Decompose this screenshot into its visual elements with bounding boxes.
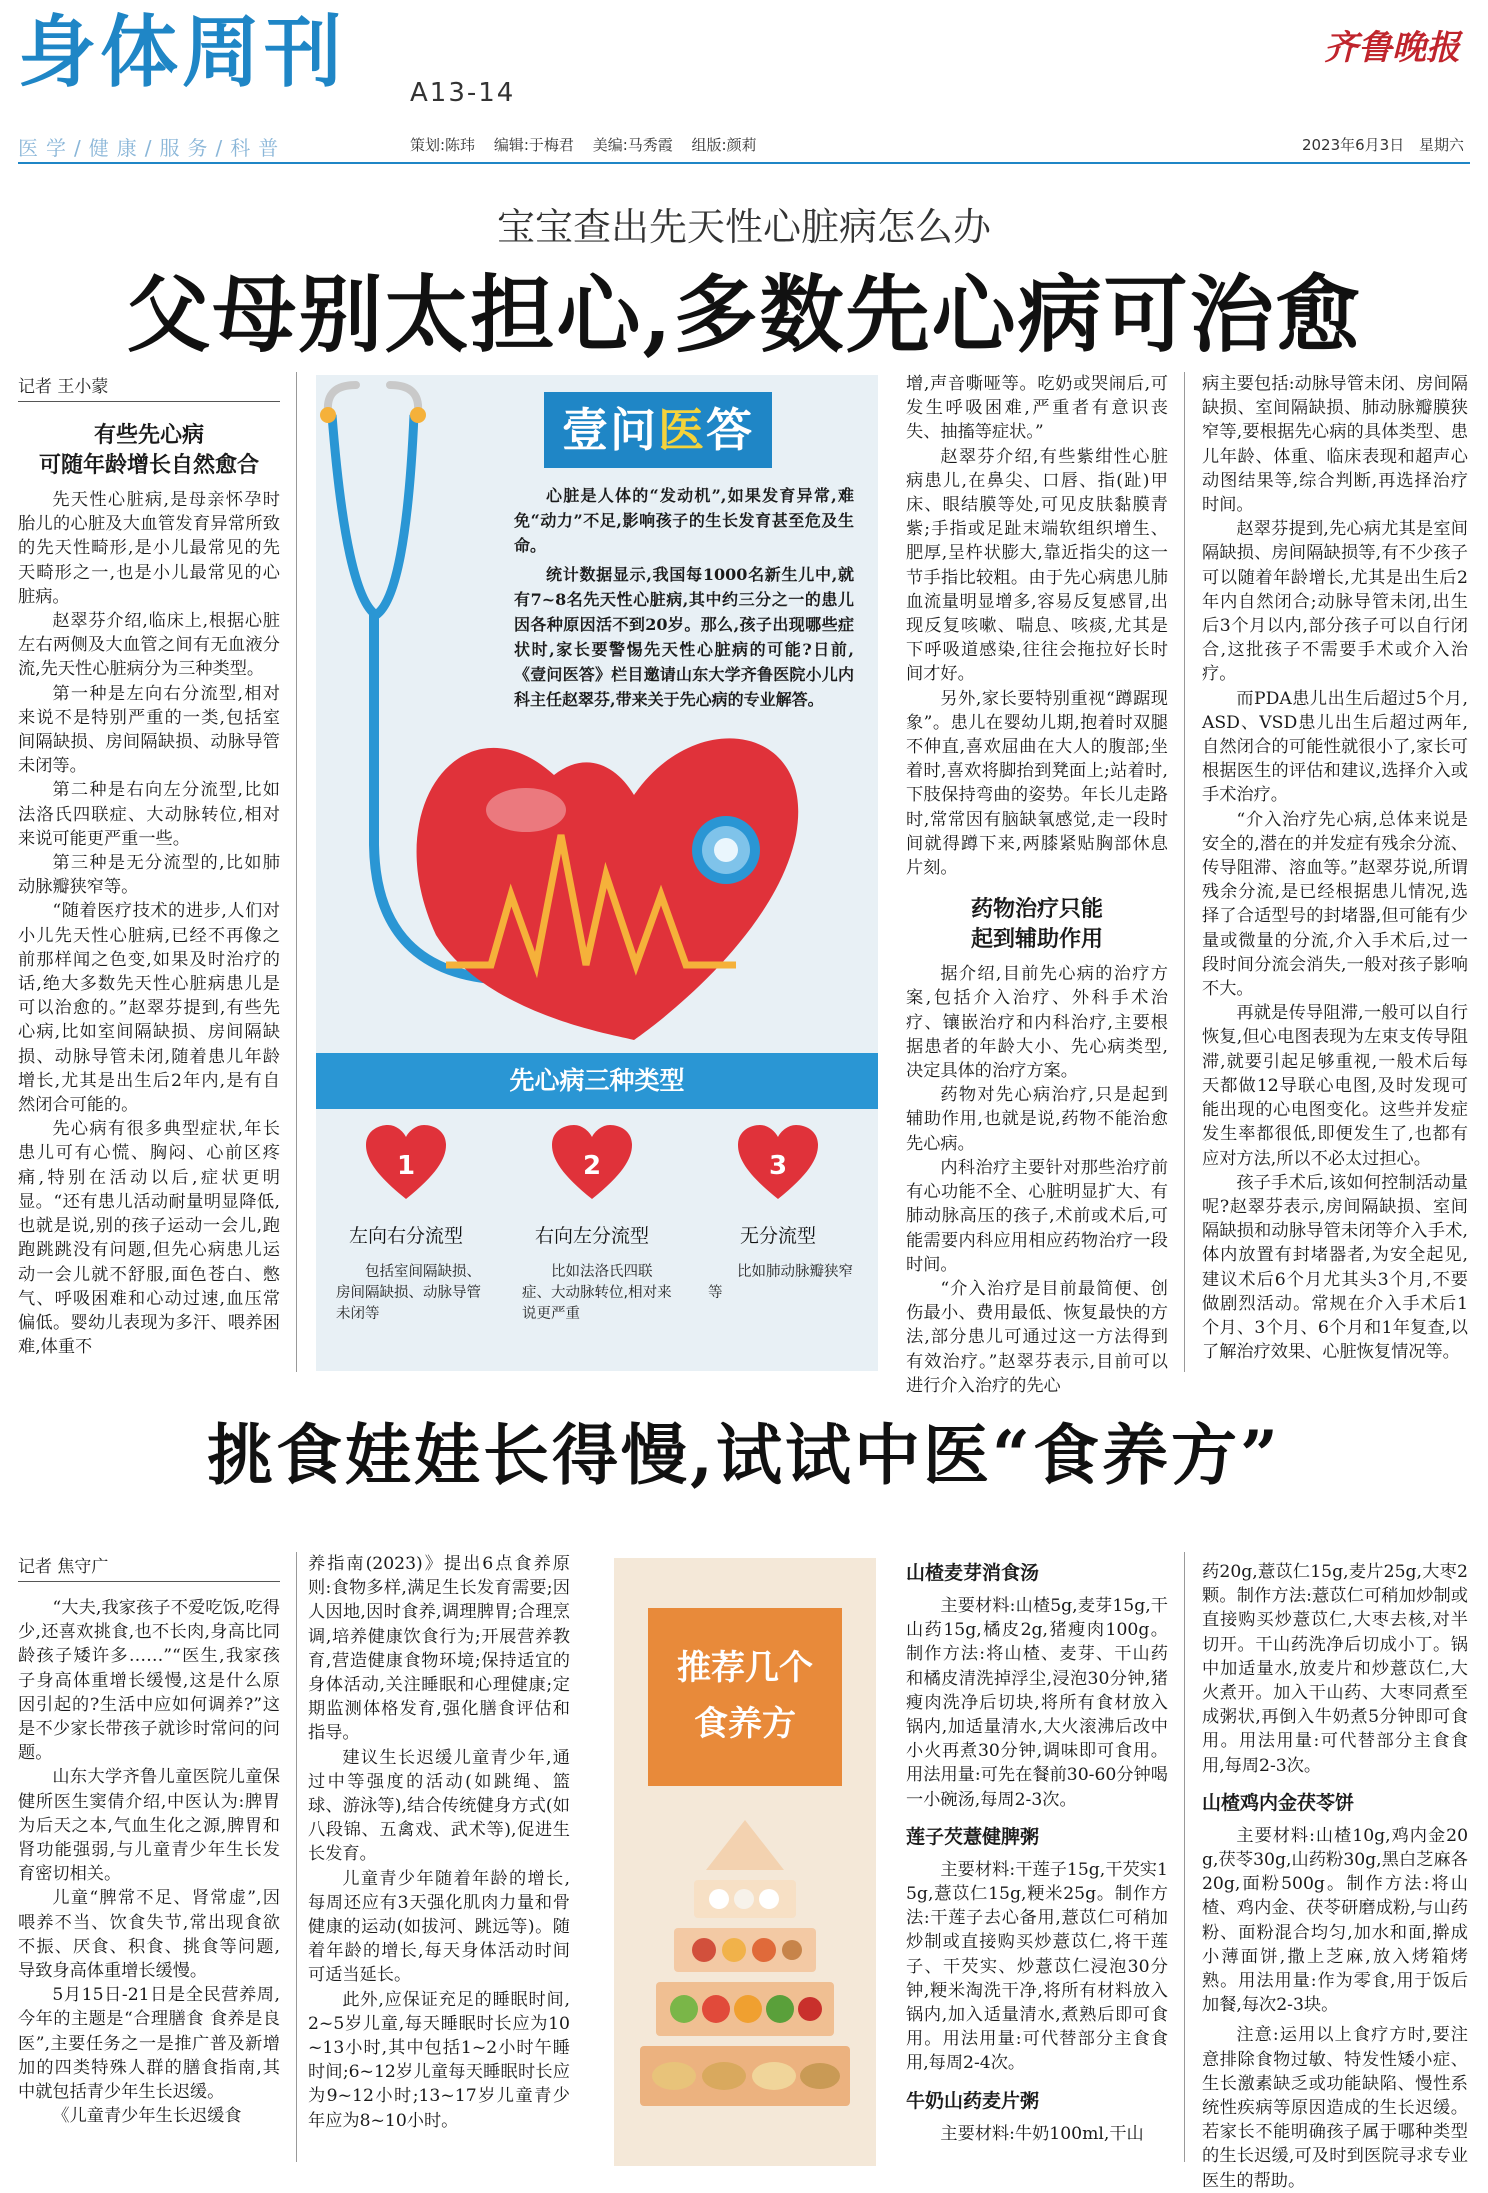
paragraph: 第二种是右向左分流型,比如法洛氏四联症、大动脉转位,相对来说可能更严重一些。 — [18, 780, 280, 849]
section-title: 身体周刊 — [18, 8, 347, 98]
column-divider — [1184, 372, 1185, 1372]
article2-byline: 记者 焦守广 — [18, 1552, 280, 1582]
page-number: A13-14 — [410, 78, 516, 108]
type-card-2 — [502, 1125, 682, 1325]
article2-headline: 挑食娃娃长得慢,试试中医“食养方” — [207, 1416, 1281, 1494]
article2-column-2 — [308, 1552, 570, 2133]
paragraph: 另外,家长要特别重视“蹲踞现象”。患儿在婴幼儿期,抱着时双腿不伸直,喜欢屈曲在大人的腹部;坐着时,喜欢将脚抬到凳面上;站着时,下肢保持弯曲的姿势。年长儿走路时,常常因有脑缺氧感觉,走一段时间就得蹲下来,两膝紧贴胸部休息片刻。 — [906, 688, 1168, 879]
recipe-body: 主要材料:干莲子15g,干芡实15g,薏苡仁15g,粳米25g。制作方法:干莲子去心备用,薏苡仁可稍加炒制或直接购买炒薏苡仁,将干莲子、干芡实、炒薏苡仁浸泡30分钟,粳米淘洗干净,将所有材料放入锅内,加入适量清水,煮熟后即可食用。用法用量:可代替部分主食食用,每周2-4次。 — [906, 1859, 1168, 2074]
paragraph: “大夫,我家孩子不爱吃饭,吃得少,还喜欢挑食,也不长肉,身高比同龄孩子矮许多……”“医生,我家孩子身高体重增长缓慢,这是什么原因引起的?生活中应如何调养?”这是不少家长带孩子就诊时常问的问题。 — [18, 1598, 280, 1764]
column-divider — [296, 372, 297, 1372]
recipe-title: 山楂鸡内金茯苓饼 — [1202, 1791, 1355, 1814]
infographic-intro — [514, 483, 854, 716]
logo-text-suffix: 答 — [706, 403, 754, 457]
recipe-column-2 — [1202, 1560, 1468, 2193]
paragraph: “介入治疗是目前最简便、创伤最小、费用最低、恢复最快的方法,部分患儿可通过这一方法得到有效治疗。”赵翠芬表示,目前可以进行介入治疗的先心 — [906, 1278, 1168, 1396]
article1-headline: 父母别太担心,多数先心病可治愈 — [126, 265, 1362, 364]
article1-subtitle: 宝宝查出先天性心脏病怎么办 — [496, 205, 991, 249]
paragraph: 增,声音嘶哑等。吃奶或哭闹后,可发生呼吸困难,严重者有意识丧失、抽搐等症状。” — [906, 374, 1168, 443]
recipe-title: 莲子芡薏健脾粥 — [906, 1825, 1040, 1848]
paragraph: 而PDA患儿出生后超过5个月,ASD、VSD患儿出生后超过两年,自然闭合的可能性就很小了,家长可根据医生的评估和建议,选择介入或手术治疗。 — [1202, 688, 1468, 806]
type-name: 无分流型 — [739, 1225, 816, 1247]
paragraph: 儿童青少年随着年龄的增长,每周还应有3天强化肌肉力量和骨健康的运动(如拔河、跳远等)。随着年龄的增长,每天身体活动时间可适当延长。 — [308, 1868, 570, 1986]
date-text: 2023年6月3日 — [1301, 136, 1405, 154]
paragraph: 养指南(2023)》提出6点食养原则:食物多样,满足生长发育需要;因人因地,因时食养,调理脾胃;合理烹调,培养健康饮食行为;开展营养教育,营造健康食物环境;保持适宜的身体活动,关注睡眠和心理健康;定期监测体格发育,强化膳食评估和指导。 — [308, 1554, 570, 1744]
intro-paragraph: 统计数据显示,我国每1000名新生儿中,就有7~8名先天性心脏病,其中约三分之一的患儿因各种原因活不到20岁。那么,孩子出现哪些症状时,家长要警惕先天性心脏病的可能?日前,《壹问医答》栏目邀请山东大学齐鲁医院小儿内科主任赵翠芬,带来关于先心病的专业解答。 — [514, 565, 854, 709]
credit-planner: 策划:陈玮 — [410, 136, 476, 154]
type-number: 1 — [396, 1151, 416, 1181]
type-number: 3 — [768, 1151, 788, 1181]
paragraph: 第一种是左向右分流型,相对来说不是特别严重的一类,包括室间隔缺损、房间隔缺损、动脉导管未闭等。 — [18, 683, 280, 777]
paragraph: 据介绍,目前先心病的治疗方案,包括介入治疗、外科手术治疗、镶嵌治疗和内科治疗,主要根据患者的年龄大小、先心病类型,决定具体的治疗方案。 — [906, 964, 1168, 1082]
credit-art-editor: 美编:马秀霞 — [592, 136, 673, 154]
credit-editor: 编辑:于梅君 — [493, 136, 574, 154]
paragraph: 孩子手术后,该如何控制活动量呢?赵翠芬表示,房间隔缺损、室间隔缺损和动脉导管未闭等介入手术,体内放置有封堵器者,为安全起见,建议术后6个月尤其头3个月,不要做剧烈活动。常规在介入手术后1个月、3个月、6个月和1年复查,以了解治疗效果、心脏恢复情况等。 — [1202, 1172, 1468, 1363]
column-divider — [1184, 1552, 1185, 2162]
paragraph: 赵翠芬介绍,临床上,根据心脏左右两侧及大血管之间有无血液分流,先天性心脏病分为三种类型。 — [18, 611, 280, 680]
paragraph: “随着医疗技术的进步,人们对小儿先天性心脏病,已经不再像之前那样闻之色变,如果及时治疗的话,绝大多数先天性心脏病患儿是可以治愈的。”赵翠芬提到,有些先心病,比如室间隔缺损、房间隔缺损、动脉导管未闭,随着患儿年龄增长,尤其是出生后2年内,是有自然闭合可能的。 — [18, 901, 280, 1116]
article1-column-1 — [18, 372, 280, 1359]
editorial-credits — [410, 134, 771, 155]
header-divider — [18, 162, 1470, 164]
recipe-body: 主要材料:山楂5g,麦芽15g,干山药15g,橘皮2g,猪瘦肉100g。制作方法:将山楂、麦芽、干山药和橘皮清洗掉浮尘,浸泡30分钟,猪瘦肉洗净后切块,将所有食材放入锅内,加适量清水,大火滚沸后改中小火再煮30分钟,调味即可食用。用法用量:可先在餐前30-60分钟喝一小碗汤,每周2-3次。 — [906, 1596, 1168, 1810]
type-description: 比如法洛氏四联症、大动脉转位,相对来说更严重 — [522, 1264, 672, 1322]
logo-text-highlight: 医 — [658, 403, 706, 457]
recipe-title: 山楂麦芽消食汤 — [906, 1562, 1040, 1584]
logo-text-prefix: 壹问 — [562, 403, 658, 457]
types-banner: 先心病三种类型 — [316, 1053, 878, 1109]
paragraph: 先心病有很多典型症状,年长患儿可有心慌、胸闷、心前区疼痛,特别在活动以后,症状更明显。“还有患儿活动耐量明显降低,也就是说,别的孩子运动一会儿,跑跑跳跳没有问题,但先心病患儿运动一会儿就不舒服,面色苍白、憋气、呼吸困难和心动过速,血压常偏低。婴幼儿表现为多汗、喂养困难,体重不 — [18, 1119, 280, 1358]
column-logo — [544, 392, 772, 468]
paragraph: 赵翠芬提到,先心病尤其是室间隔缺损、房间隔缺损等,有不少孩子可以随着年龄增长,尤其是出生后2年内自然闭合;动脉导管未闭,出生后3个月以内,部分孩子可以自行闭合,这批孩子不需要手术或介入治疗。 — [1202, 519, 1468, 685]
paragraph: 再就是传导阻滞,一般可以自行恢复,但心电图表现为左束支传导阻滞,就要引起足够重视,一般术后每天都做12导联心电图,及时发现可能出现的心电图变化。这些并发症发生率都很低,即便发生了,也都有应对方法,所以不必太过担心。 — [1202, 1003, 1468, 1169]
article2-col1-body — [18, 1596, 280, 2128]
paragraph: 《儿童青少年生长迟缓食 — [52, 2106, 242, 2127]
article1-section-heading-2: 药物治疗只能 起到辅助作用 — [970, 896, 1103, 953]
food-pyramid-illustration — [634, 1810, 856, 2150]
type-name: 右向左分流型 — [534, 1225, 649, 1247]
type-card-1 — [316, 1125, 496, 1325]
issue-date — [1292, 134, 1464, 155]
paragraph: 第三种是无分流型的,比如肺动脉瓣狭窄等。 — [18, 853, 280, 898]
recipe-note: 注意:运用以上食疗方时,要注意排除食物过敏、特发性矮小症、生长激素缺乏或功能缺陷、慢性系统性疾病等原因造成的生长迟缓。若家长不能明确孩子属于哪种类型的生长迟缓,可及时到医院寻求专业医生的帮助。 — [1202, 2025, 1468, 2191]
type-number: 2 — [582, 1151, 602, 1181]
paragraph: 山东大学齐鲁儿童医院儿童保健所医生窦倩介绍,中医认为:脾胃为后天之本,气血生化之源,脾胃和肾功能强弱,与儿童青少年生长发育密切相关。 — [18, 1767, 280, 1885]
article1-section-heading-1: 有些先心病 可随年龄增长自然愈合 — [38, 422, 259, 478]
section-tagline: 医学/健康/服务/科普 — [18, 136, 287, 160]
recipe-body: 药20g,薏苡仁15g,麦片25g,大枣2颗。制作方法:薏苡仁可稍加炒制或直接购买炒薏苡仁,大枣去核,对半切开。干山药洗净后切成小丁。锅中加适量水,放麦片和炒薏苡仁,大火煮开。加入干山药、大枣同煮至成粥状,再倒入牛奶煮5分钟即可食用。用法用量:可代替部分主食食用,每周2-3次。 — [1202, 1562, 1468, 1776]
newspaper-logo: 齐鲁晚报 — [1324, 28, 1460, 68]
intro-paragraph: 心脏是人体的“发动机”,如果发育异常,难免“动力”不足,影响孩子的生长发育甚至危及生命。 — [514, 486, 854, 555]
paragraph: 5月15日-21日是全民营养周,今年的主题是“合理膳食 食养是良医”,主要任务之一是推广普及新增加的四类特殊人群的膳食指南,其中就包括青少年生长迟缓。 — [18, 1985, 280, 2103]
paragraph: 建议生长迟缓儿童青少年,通过中等强度的活动(如跳绳、篮球、游泳等),结合传统健身方式(如八段锦、五禽戏、武术等),促进生长发育。 — [308, 1747, 570, 1865]
credit-layout: 组版:颜莉 — [691, 136, 757, 154]
type-name: 左向右分流型 — [348, 1225, 463, 1247]
column-divider — [296, 1552, 297, 2162]
recipe-column-1 — [906, 1560, 1168, 2146]
paragraph: 药物对先心病治疗,只是起到辅助作用,也就是说,药物不能治愈先心病。 — [906, 1085, 1168, 1154]
recipe-body: 主要材料:山楂10g,鸡内金20g,茯苓30g,山药粉30g,黑白芝麻各20g,面粉500g。制作方法:将山楂、鸡内金、茯苓研磨成粉,与山药粉、面粉混合均匀,加水和面,擀成小薄面饼,撒上芝麻,放入烤箱烤熟。用法用量:作为零食,用于饭后加餐,每次2-3块。 — [1202, 1825, 1468, 2016]
paragraph: 儿童“脾常不足、肾常虚”,因喂养不当、饮食失节,常出现食欲不振、厌食、积食、挑食等问题,导致身高体重增长缓慢。 — [18, 1888, 280, 1982]
paragraph: “介入治疗先心病,总体来说是安全的,潜在的并发症有残余分流、传导阻滞、溶血等。”赵翠芬说,所谓残余分流,是已经根据患儿情况,选择了合适型号的封堵器,但可能有少量或微量的分流,介入手术后,过一段时间分流会消失,一般对孩子影响不大。 — [1202, 809, 1468, 1000]
article1-byline: 记者 王小蒙 — [18, 372, 280, 402]
paragraph: 赵翠芬介绍,有些紫绀性心脏病患儿,在鼻尖、口唇、指(趾)甲床、眼结膜等处,可见皮肤黏膜青紫;手指或足趾末端软组织增生、肥厚,呈杵状膨大,靠近指尖的这一节手指比较粗。由于先心病患儿肺血流量明显增多,容易反复感冒,出现反复咳嗽、喘息、咳痰,尤其是下呼吸道感染,往往会拖拉好长时间才好。 — [906, 446, 1168, 685]
weekday-text: 星期六 — [1418, 136, 1464, 154]
paragraph: 病主要包括:动脉导管未闭、房间隔缺损、室间隔缺损、肺动脉瓣膜狭窄等,要根据先心病的具体类型、患儿年龄、体重、临床表现和超声心动图结果等,综合判断,再选择治疗时间。 — [1202, 374, 1468, 516]
paragraph: 先天性心脏病,是母亲怀孕时胎儿的心脏及大血管发育异常所致的先天性畸形,是小儿最常见的先天畸形之一,也是小儿最常见的心脏病。 — [18, 490, 280, 607]
article1-col1-body — [18, 488, 280, 1359]
type-description: 包括室间隔缺损、房间隔缺损、动脉导管未闭等 — [336, 1264, 481, 1322]
article2-column-1 — [18, 1552, 280, 2128]
article1-column-4 — [1202, 372, 1468, 1364]
recipe-panel-title: 推荐几个 食养方 — [648, 1608, 842, 1786]
type-description: 比如肺动脉瓣狭窄等 — [708, 1264, 853, 1301]
paragraph: 此外,应保证充足的睡眠时间,2~5岁儿童,每天睡眠时长应为10~13小时,其中包括1~2小时午睡时间;6~12岁儿童每天睡眠时长应为9~12小时;13~17岁儿童青少年应为8~10小时。 — [308, 1989, 570, 2131]
article1-column-3 — [906, 372, 1168, 1398]
type-card-3 — [688, 1125, 868, 1304]
paragraph: 内科治疗主要针对那些治疗前有心功能不全、心脏明显扩大、有肺动脉高压的孩子,术前或术后,可能需要内科应用相应药物治疗一段时间。 — [906, 1157, 1168, 1275]
recipe-title: 牛奶山药麦片粥 — [906, 2089, 1040, 2112]
recipe-body: 主要材料:牛奶100ml,干山 — [940, 2123, 1144, 2144]
